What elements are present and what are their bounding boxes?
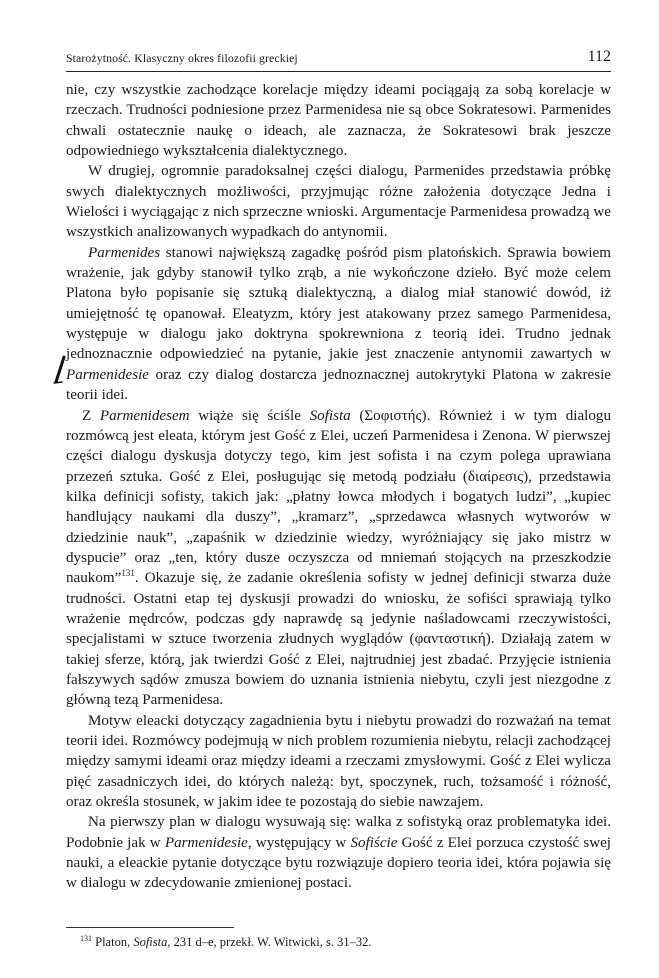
paragraph-4-text-b: wiąże się ściśle [189, 407, 310, 424]
paragraph-6 [66, 812, 611, 893]
paragraph-4-text-a: Z [82, 407, 100, 424]
paragraph-6-text-c: Gość z Elei porzuca czystość swej nauki, a eleackie pytanie dotyczące bytu rozwiązuje dopiero teoria idei, która pojawia się w dialogu w zdecydowanie zmienionej postaci. [66, 834, 611, 892]
page-number: 112 [587, 48, 611, 65]
paragraph-6-text-b: , występujący w [247, 834, 351, 851]
paragraph-5: Motyw eleacki dotyczący zagadnienia bytu i niebytu prowadzi do rozważań na temat teorii idei. Rozmówcy podejmują w nich problem rozumienia niebytu, relacji zachodzącej między samymi ideami oraz między ideami a rzeczami zmysłowymi. Gość z Elei wylicza pięć zasadniczych idei, do których należą: byt, spoczynek, ruch, tożsamość i różność, oraz określa stosunek, w jakim idee te pozostają do siebie nawzajem. [66, 712, 611, 811]
paragraph-1: nie, czy wszystkie zachodzące korelacje między ideami pociągają za sobą korelacje w rzeczach. Trudności podniesione przez Parmenidesa nie są obce Sokratesowi. Parmenides chwali ostatecznie naukę o ideach, ale zaznacza, że Sokratesowi brak jeszcze odpowiedniego wykształcenia dialektycznego. [66, 82, 611, 160]
footnote [80, 934, 371, 950]
footnote-number: 131 [80, 933, 92, 943]
work-title: Sofiście [350, 834, 398, 851]
footnote-author: Platon, [92, 935, 134, 949]
paragraph-3-text-a: stanowi największą zagadkę pośród pism platońskich. Sprawia bowiem wrażenie, jak gdyby stanowił tylko zrąb, a nie wykończone dzieło. Być może celem Platona było popisanie się sztuką dialektyczną, a dialog miał stanowić dowód, iż umiejętność tę opanował. Eleatyzm, który jest atakowany przez samego Parmenidesa, występuje w dialogu jako doktryna spokrewniona z teorią idei. Trudno jednak jednoznacznie odpowiedzieć na pytanie, jakie jest znaczenie antynomii zawartych w [66, 244, 611, 363]
paragraph-2: W drugiej, ogromnie paradoksalnej części dialogu, Parmenides przedstawia próbkę swych dialektycznych możliwości, przyjmując różne założenia dotyczące Jedna i Wielości i wyciągając z nich sprzeczne wnioski. Argumentacje Parmenidesa prowadzą we wszystkich analizowanych wypadkach do antynomii. [66, 163, 611, 241]
running-title: Starożytność. Klasyczny okres filozofii greckiej [66, 51, 298, 65]
work-title: Parmenides [88, 244, 161, 261]
paragraph-3 [66, 243, 611, 406]
footnote-work-title: Sofista [133, 935, 168, 949]
work-title: Parmenidesie [164, 834, 248, 851]
work-title: Parmenidesie [66, 366, 149, 383]
footnote-reference[interactable]: 131 [121, 568, 135, 579]
paragraph-4 [66, 406, 611, 711]
paragraph-6-text-a: Na pierwszy plan w dialogu wysuwają się: walka z sofistyką oraz problematyka idei. Podobnie jak w [66, 814, 611, 851]
running-header [66, 49, 611, 72]
footnote-details: , 231 d–e, przekł. W. Witwicki, s. 31–32. [167, 935, 372, 949]
paragraph-4-text-c: (Σοφιστής). Również i w tym dialogu rozmówcą jest eleata, którym jest Gość z Elei, uczeń Parmenidesa i Zenona. W pierwszej części dialogu dyskusja dotyczy tego, kim jest sofista i na czym polega uprawiana przezeń sztuka. Gość z Elei, posługując się metodą podziału (διαίρεσις), przedstawia kilka definicji sofisty, takich jak: „płatny łowca młodych i bogatych ludzi”, „kupiec handlujący naukami dla duszy”, „kramarz”, „sprzedawca własnych wytworów w dziedzinie nauk”, „zapaśnik w dziedzinie wiedzy, wyróżniający się jako mistrz w dyspucie” oraz „ten, który dusze oczyszcza od mniemań stojących na przeszkodzie naukom” [66, 407, 611, 587]
paragraph-3-text-b: oraz czy dialog dostarcza jednoznacznej autokrytyki Platona w zakresie teorii idei. [66, 366, 611, 404]
work-title: Sofista [309, 407, 351, 424]
pencil-mark-icon [50, 355, 70, 385]
paragraph-4-text-d: . Okazuje się, że zadanie określenia sofisty w jednej definicji stwarza duże trudności. Ostatni etap tej dyskusji prowadzi do wniosku, że sofiści sprawiają tylko wrażenie mędrców, podczas gdy naprawdę są jedynie naśladowcami rzeczywistości, specjalistami w sztuce tworzenia złudnych wyglądów (φανταστική). Działają zatem w takiej sferze, którą, jak twierdzi Gość z Elei, najtrudniej jest zbadać. Przyjęcie istnienia fałszywych sądów zmusza bowiem do uznania istnienia niebytu, czyli jest niezgodne z główną tezą Parmenidesa. [66, 570, 611, 709]
footnote-divider [66, 927, 234, 928]
body-text [66, 80, 611, 894]
work-title: Parmenidesem [99, 407, 190, 424]
